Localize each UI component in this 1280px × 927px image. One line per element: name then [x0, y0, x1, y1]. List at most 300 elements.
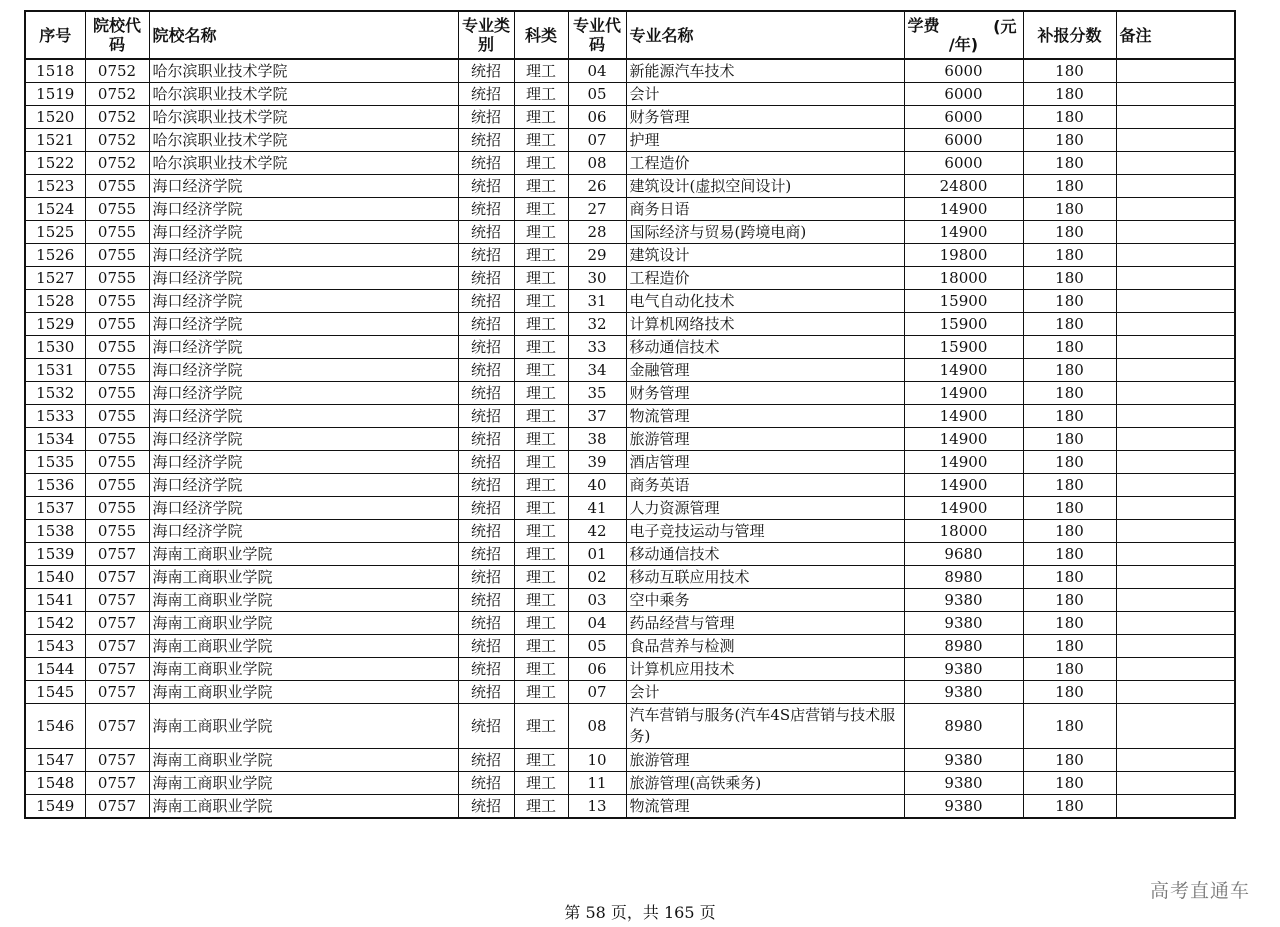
- cell-school-code: 0755: [85, 290, 149, 313]
- cell-remark: [1116, 313, 1235, 336]
- table-row: [25, 543, 1235, 566]
- cell-school-name: 海南工商职业学院: [149, 795, 458, 819]
- cell-seq: 1522: [25, 152, 85, 175]
- cell-subject: 理工: [514, 681, 568, 704]
- cell-school-name: 海南工商职业学院: [149, 681, 458, 704]
- cell-fee: 14900: [904, 221, 1023, 244]
- cell-score: 180: [1023, 244, 1116, 267]
- cell-fee: 9380: [904, 749, 1023, 772]
- cell-major-code: 05: [568, 635, 626, 658]
- cell-major-name: 建筑设计(虚拟空间设计): [626, 175, 904, 198]
- page-number: 第 58 页，共 165 页: [564, 903, 716, 922]
- table-row: [25, 152, 1235, 175]
- cell-score: 180: [1023, 267, 1116, 290]
- table-row: [25, 474, 1235, 497]
- cell-subject: 理工: [514, 520, 568, 543]
- cell-subject: 理工: [514, 129, 568, 152]
- cell-major-name: 财务管理: [626, 106, 904, 129]
- cell-school-name: 海口经济学院: [149, 359, 458, 382]
- cell-score: 180: [1023, 497, 1116, 520]
- cell-major-code: 13: [568, 795, 626, 819]
- cell-school-name: 海南工商职业学院: [149, 772, 458, 795]
- cell-major-type: 统招: [458, 749, 514, 772]
- cell-major-name: 会计: [626, 83, 904, 106]
- cell-major-code: 28: [568, 221, 626, 244]
- cell-remark: [1116, 244, 1235, 267]
- table-row: [25, 497, 1235, 520]
- cell-major-name: 工程造价: [626, 152, 904, 175]
- cell-subject: 理工: [514, 106, 568, 129]
- cell-remark: [1116, 221, 1235, 244]
- cell-subject: 理工: [514, 795, 568, 819]
- cell-school-name: 海口经济学院: [149, 175, 458, 198]
- cell-school-name: 海南工商职业学院: [149, 566, 458, 589]
- table-row: [25, 244, 1235, 267]
- cell-fee: 14900: [904, 451, 1023, 474]
- cell-major-name: 护理: [626, 129, 904, 152]
- cell-remark: [1116, 382, 1235, 405]
- cell-school-name: 哈尔滨职业技术学院: [149, 129, 458, 152]
- admission-table: [24, 10, 1236, 819]
- cell-school-code: 0757: [85, 543, 149, 566]
- cell-score: 180: [1023, 129, 1116, 152]
- cell-subject: 理工: [514, 451, 568, 474]
- cell-school-name: 海口经济学院: [149, 474, 458, 497]
- cell-major-type: 统招: [458, 244, 514, 267]
- table-row: [25, 681, 1235, 704]
- cell-major-type: 统招: [458, 106, 514, 129]
- cell-major-type: 统招: [458, 635, 514, 658]
- header-major-name: 专业名称: [626, 11, 904, 59]
- cell-fee: 24800: [904, 175, 1023, 198]
- cell-fee: 6000: [904, 129, 1023, 152]
- cell-school-code: 0755: [85, 405, 149, 428]
- cell-major-code: 29: [568, 244, 626, 267]
- table-row: [25, 704, 1235, 749]
- cell-major-name: 电子竞技运动与管理: [626, 520, 904, 543]
- cell-major-name: 移动互联应用技术: [626, 566, 904, 589]
- table-row: [25, 520, 1235, 543]
- cell-major-type: 统招: [458, 681, 514, 704]
- cell-major-name: 移动通信技术: [626, 336, 904, 359]
- table-row: [25, 313, 1235, 336]
- cell-school-code: 0755: [85, 497, 149, 520]
- cell-major-type: 统招: [458, 589, 514, 612]
- cell-remark: [1116, 658, 1235, 681]
- cell-major-code: 06: [568, 106, 626, 129]
- cell-school-code: 0755: [85, 175, 149, 198]
- table-row: [25, 290, 1235, 313]
- cell-remark: [1116, 290, 1235, 313]
- cell-major-type: 统招: [458, 795, 514, 819]
- cell-major-name: 计算机应用技术: [626, 658, 904, 681]
- cell-school-name: 海口经济学院: [149, 313, 458, 336]
- cell-remark: [1116, 83, 1235, 106]
- cell-school-code: 0752: [85, 59, 149, 83]
- table-row: [25, 451, 1235, 474]
- cell-score: 180: [1023, 336, 1116, 359]
- cell-major-name: 旅游管理: [626, 428, 904, 451]
- cell-score: 180: [1023, 405, 1116, 428]
- cell-major-type: 统招: [458, 543, 514, 566]
- cell-school-name: 海口经济学院: [149, 336, 458, 359]
- cell-school-name: 海南工商职业学院: [149, 543, 458, 566]
- cell-major-name: 财务管理: [626, 382, 904, 405]
- cell-major-code: 30: [568, 267, 626, 290]
- cell-subject: 理工: [514, 612, 568, 635]
- cell-major-name: 物流管理: [626, 405, 904, 428]
- cell-major-type: 统招: [458, 83, 514, 106]
- cell-school-code: 0755: [85, 198, 149, 221]
- cell-score: 180: [1023, 589, 1116, 612]
- cell-school-name: 海口经济学院: [149, 198, 458, 221]
- table-row: [25, 658, 1235, 681]
- admission-table-container: [24, 10, 1230, 819]
- cell-remark: [1116, 704, 1235, 749]
- cell-score: 180: [1023, 221, 1116, 244]
- cell-school-code: 0757: [85, 681, 149, 704]
- cell-fee: 19800: [904, 244, 1023, 267]
- cell-school-code: 0757: [85, 704, 149, 749]
- cell-subject: 理工: [514, 658, 568, 681]
- cell-major-name: 酒店管理: [626, 451, 904, 474]
- cell-major-type: 统招: [458, 336, 514, 359]
- cell-school-code: 0757: [85, 658, 149, 681]
- cell-score: 180: [1023, 795, 1116, 819]
- cell-remark: [1116, 543, 1235, 566]
- table-row: [25, 772, 1235, 795]
- cell-school-code: 0757: [85, 635, 149, 658]
- cell-remark: [1116, 428, 1235, 451]
- header-score: 补报分数: [1023, 11, 1116, 59]
- cell-school-name: 哈尔滨职业技术学院: [149, 152, 458, 175]
- cell-major-name: 金融管理: [626, 359, 904, 382]
- cell-fee: 14900: [904, 497, 1023, 520]
- table-row: [25, 129, 1235, 152]
- cell-score: 180: [1023, 428, 1116, 451]
- cell-fee: 15900: [904, 313, 1023, 336]
- cell-school-name: 哈尔滨职业技术学院: [149, 59, 458, 83]
- cell-seq: 1523: [25, 175, 85, 198]
- cell-remark: [1116, 129, 1235, 152]
- header-subject: 科类: [514, 11, 568, 59]
- cell-school-code: 0755: [85, 428, 149, 451]
- cell-fee: 6000: [904, 106, 1023, 129]
- cell-seq: 1538: [25, 520, 85, 543]
- cell-fee: 18000: [904, 520, 1023, 543]
- cell-fee: 8980: [904, 704, 1023, 749]
- cell-subject: 理工: [514, 382, 568, 405]
- cell-major-name: 物流管理: [626, 795, 904, 819]
- cell-major-type: 统招: [458, 267, 514, 290]
- watermark: 高考直通车: [1149, 880, 1250, 902]
- cell-seq: 1526: [25, 244, 85, 267]
- cell-score: 180: [1023, 83, 1116, 106]
- cell-fee: 14900: [904, 382, 1023, 405]
- cell-major-code: 41: [568, 497, 626, 520]
- cell-fee: 14900: [904, 405, 1023, 428]
- cell-fee: 15900: [904, 290, 1023, 313]
- cell-subject: 理工: [514, 198, 568, 221]
- cell-school-code: 0757: [85, 612, 149, 635]
- cell-major-type: 统招: [458, 772, 514, 795]
- cell-school-code: 0757: [85, 589, 149, 612]
- cell-seq: 1549: [25, 795, 85, 819]
- cell-score: 180: [1023, 313, 1116, 336]
- header-major-code: 专业代码: [568, 11, 626, 59]
- cell-fee: 6000: [904, 83, 1023, 106]
- cell-major-code: 37: [568, 405, 626, 428]
- cell-major-type: 统招: [458, 198, 514, 221]
- cell-seq: 1536: [25, 474, 85, 497]
- cell-subject: 理工: [514, 497, 568, 520]
- header-seq: 序号: [25, 11, 85, 59]
- cell-subject: 理工: [514, 635, 568, 658]
- cell-seq: 1535: [25, 451, 85, 474]
- cell-seq: 1543: [25, 635, 85, 658]
- cell-subject: 理工: [514, 313, 568, 336]
- cell-school-code: 0757: [85, 749, 149, 772]
- cell-fee: 8980: [904, 566, 1023, 589]
- cell-remark: [1116, 772, 1235, 795]
- cell-major-code: 35: [568, 382, 626, 405]
- cell-major-type: 统招: [458, 59, 514, 83]
- cell-score: 180: [1023, 658, 1116, 681]
- cell-major-code: 05: [568, 83, 626, 106]
- cell-fee: 18000: [904, 267, 1023, 290]
- cell-major-type: 统招: [458, 704, 514, 749]
- cell-subject: 理工: [514, 221, 568, 244]
- cell-subject: 理工: [514, 175, 568, 198]
- cell-seq: 1518: [25, 59, 85, 83]
- cell-school-code: 0752: [85, 152, 149, 175]
- cell-school-code: 0755: [85, 221, 149, 244]
- cell-school-name: 哈尔滨职业技术学院: [149, 83, 458, 106]
- cell-major-type: 统招: [458, 129, 514, 152]
- header-fee: [904, 11, 1023, 59]
- cell-subject: 理工: [514, 290, 568, 313]
- cell-major-code: 33: [568, 336, 626, 359]
- cell-major-code: 06: [568, 658, 626, 681]
- cell-fee: 14900: [904, 198, 1023, 221]
- table-body: [25, 59, 1235, 818]
- cell-major-code: 01: [568, 543, 626, 566]
- cell-seq: 1530: [25, 336, 85, 359]
- cell-school-code: 0757: [85, 795, 149, 819]
- cell-remark: [1116, 198, 1235, 221]
- cell-fee: 9380: [904, 772, 1023, 795]
- cell-major-code: 38: [568, 428, 626, 451]
- cell-school-name: 海口经济学院: [149, 405, 458, 428]
- cell-seq: 1533: [25, 405, 85, 428]
- cell-score: 180: [1023, 152, 1116, 175]
- cell-seq: 1520: [25, 106, 85, 129]
- cell-subject: 理工: [514, 704, 568, 749]
- cell-remark: [1116, 359, 1235, 382]
- cell-major-code: 27: [568, 198, 626, 221]
- cell-school-code: 0757: [85, 772, 149, 795]
- cell-seq: 1532: [25, 382, 85, 405]
- cell-school-code: 0752: [85, 106, 149, 129]
- cell-school-name: 海南工商职业学院: [149, 704, 458, 749]
- cell-seq: 1527: [25, 267, 85, 290]
- cell-subject: 理工: [514, 59, 568, 83]
- cell-subject: 理工: [514, 474, 568, 497]
- cell-major-name: 商务日语: [626, 198, 904, 221]
- cell-major-type: 统招: [458, 520, 514, 543]
- cell-seq: 1537: [25, 497, 85, 520]
- cell-major-code: 03: [568, 589, 626, 612]
- cell-major-code: 39: [568, 451, 626, 474]
- cell-major-code: 04: [568, 59, 626, 83]
- table-row: [25, 198, 1235, 221]
- cell-major-name: 会计: [626, 681, 904, 704]
- header-school-code: 院校代码: [85, 11, 149, 59]
- cell-school-code: 0755: [85, 267, 149, 290]
- table-row: [25, 405, 1235, 428]
- cell-remark: [1116, 474, 1235, 497]
- cell-school-code: 0755: [85, 336, 149, 359]
- cell-school-name: 海口经济学院: [149, 520, 458, 543]
- cell-seq: 1534: [25, 428, 85, 451]
- table-row: [25, 635, 1235, 658]
- cell-fee: 9380: [904, 795, 1023, 819]
- cell-remark: [1116, 336, 1235, 359]
- cell-school-code: 0752: [85, 83, 149, 106]
- cell-major-type: 统招: [458, 152, 514, 175]
- cell-subject: 理工: [514, 267, 568, 290]
- cell-subject: 理工: [514, 749, 568, 772]
- cell-seq: 1540: [25, 566, 85, 589]
- cell-fee: 14900: [904, 474, 1023, 497]
- cell-score: 180: [1023, 474, 1116, 497]
- cell-subject: 理工: [514, 543, 568, 566]
- table-row: [25, 612, 1235, 635]
- cell-major-name: 计算机网络技术: [626, 313, 904, 336]
- cell-seq: 1546: [25, 704, 85, 749]
- cell-score: 180: [1023, 520, 1116, 543]
- cell-seq: 1528: [25, 290, 85, 313]
- cell-subject: 理工: [514, 405, 568, 428]
- cell-major-code: 08: [568, 704, 626, 749]
- cell-school-name: 哈尔滨职业技术学院: [149, 106, 458, 129]
- cell-subject: 理工: [514, 152, 568, 175]
- cell-major-code: 02: [568, 566, 626, 589]
- cell-school-name: 海南工商职业学院: [149, 635, 458, 658]
- cell-subject: 理工: [514, 566, 568, 589]
- cell-seq: 1548: [25, 772, 85, 795]
- cell-seq: 1529: [25, 313, 85, 336]
- cell-major-name: 空中乘务: [626, 589, 904, 612]
- cell-school-name: 海南工商职业学院: [149, 658, 458, 681]
- cell-major-code: 40: [568, 474, 626, 497]
- cell-major-name: 建筑设计: [626, 244, 904, 267]
- cell-major-name: 移动通信技术: [626, 543, 904, 566]
- cell-score: 180: [1023, 382, 1116, 405]
- table-row: [25, 359, 1235, 382]
- cell-major-type: 统招: [458, 451, 514, 474]
- cell-school-name: 海南工商职业学院: [149, 749, 458, 772]
- cell-major-type: 统招: [458, 658, 514, 681]
- cell-major-code: 11: [568, 772, 626, 795]
- cell-school-name: 海口经济学院: [149, 267, 458, 290]
- cell-remark: [1116, 175, 1235, 198]
- cell-remark: [1116, 451, 1235, 474]
- cell-score: 180: [1023, 704, 1116, 749]
- table-row: [25, 566, 1235, 589]
- cell-major-code: 34: [568, 359, 626, 382]
- cell-major-code: 32: [568, 313, 626, 336]
- header-remark: 备注: [1116, 11, 1235, 59]
- cell-major-name: 国际经济与贸易(跨境电商): [626, 221, 904, 244]
- cell-score: 180: [1023, 106, 1116, 129]
- cell-school-code: 0755: [85, 359, 149, 382]
- cell-school-code: 0757: [85, 566, 149, 589]
- table-row: [25, 589, 1235, 612]
- cell-score: 180: [1023, 566, 1116, 589]
- table-row: [25, 106, 1235, 129]
- cell-subject: 理工: [514, 244, 568, 267]
- cell-major-type: 统招: [458, 290, 514, 313]
- cell-fee: 14900: [904, 359, 1023, 382]
- table-row: [25, 382, 1235, 405]
- cell-major-type: 统招: [458, 497, 514, 520]
- cell-major-type: 统招: [458, 474, 514, 497]
- cell-seq: 1542: [25, 612, 85, 635]
- cell-school-code: 0755: [85, 382, 149, 405]
- cell-subject: 理工: [514, 359, 568, 382]
- cell-seq: 1547: [25, 749, 85, 772]
- cell-seq: 1525: [25, 221, 85, 244]
- table-row: [25, 175, 1235, 198]
- cell-score: 180: [1023, 198, 1116, 221]
- cell-school-name: 海南工商职业学院: [149, 589, 458, 612]
- header-major-type: 专业类别: [458, 11, 514, 59]
- cell-remark: [1116, 681, 1235, 704]
- cell-school-code: 0755: [85, 313, 149, 336]
- cell-school-name: 海南工商职业学院: [149, 612, 458, 635]
- table-row: [25, 83, 1235, 106]
- table-row: [25, 795, 1235, 819]
- cell-school-code: 0755: [85, 474, 149, 497]
- cell-seq: 1531: [25, 359, 85, 382]
- cell-major-type: 统招: [458, 612, 514, 635]
- cell-remark: [1116, 635, 1235, 658]
- cell-fee: 15900: [904, 336, 1023, 359]
- header-fee-unit-open: (元: [993, 17, 1017, 36]
- table-row: [25, 59, 1235, 83]
- cell-fee: 14900: [904, 428, 1023, 451]
- cell-subject: 理工: [514, 428, 568, 451]
- cell-score: 180: [1023, 681, 1116, 704]
- cell-major-type: 统招: [458, 221, 514, 244]
- cell-major-name: 旅游管理: [626, 749, 904, 772]
- cell-score: 180: [1023, 612, 1116, 635]
- cell-school-name: 海口经济学院: [149, 382, 458, 405]
- cell-score: 180: [1023, 772, 1116, 795]
- cell-remark: [1116, 589, 1235, 612]
- cell-major-code: 07: [568, 129, 626, 152]
- table-row: [25, 336, 1235, 359]
- cell-school-name: 海口经济学院: [149, 451, 458, 474]
- cell-major-type: 统招: [458, 405, 514, 428]
- cell-major-name: 新能源汽车技术: [626, 59, 904, 83]
- cell-fee: 9380: [904, 658, 1023, 681]
- table-row: [25, 428, 1235, 451]
- cell-major-code: 10: [568, 749, 626, 772]
- cell-major-code: 26: [568, 175, 626, 198]
- header-fee-unit-close: /年): [948, 35, 979, 54]
